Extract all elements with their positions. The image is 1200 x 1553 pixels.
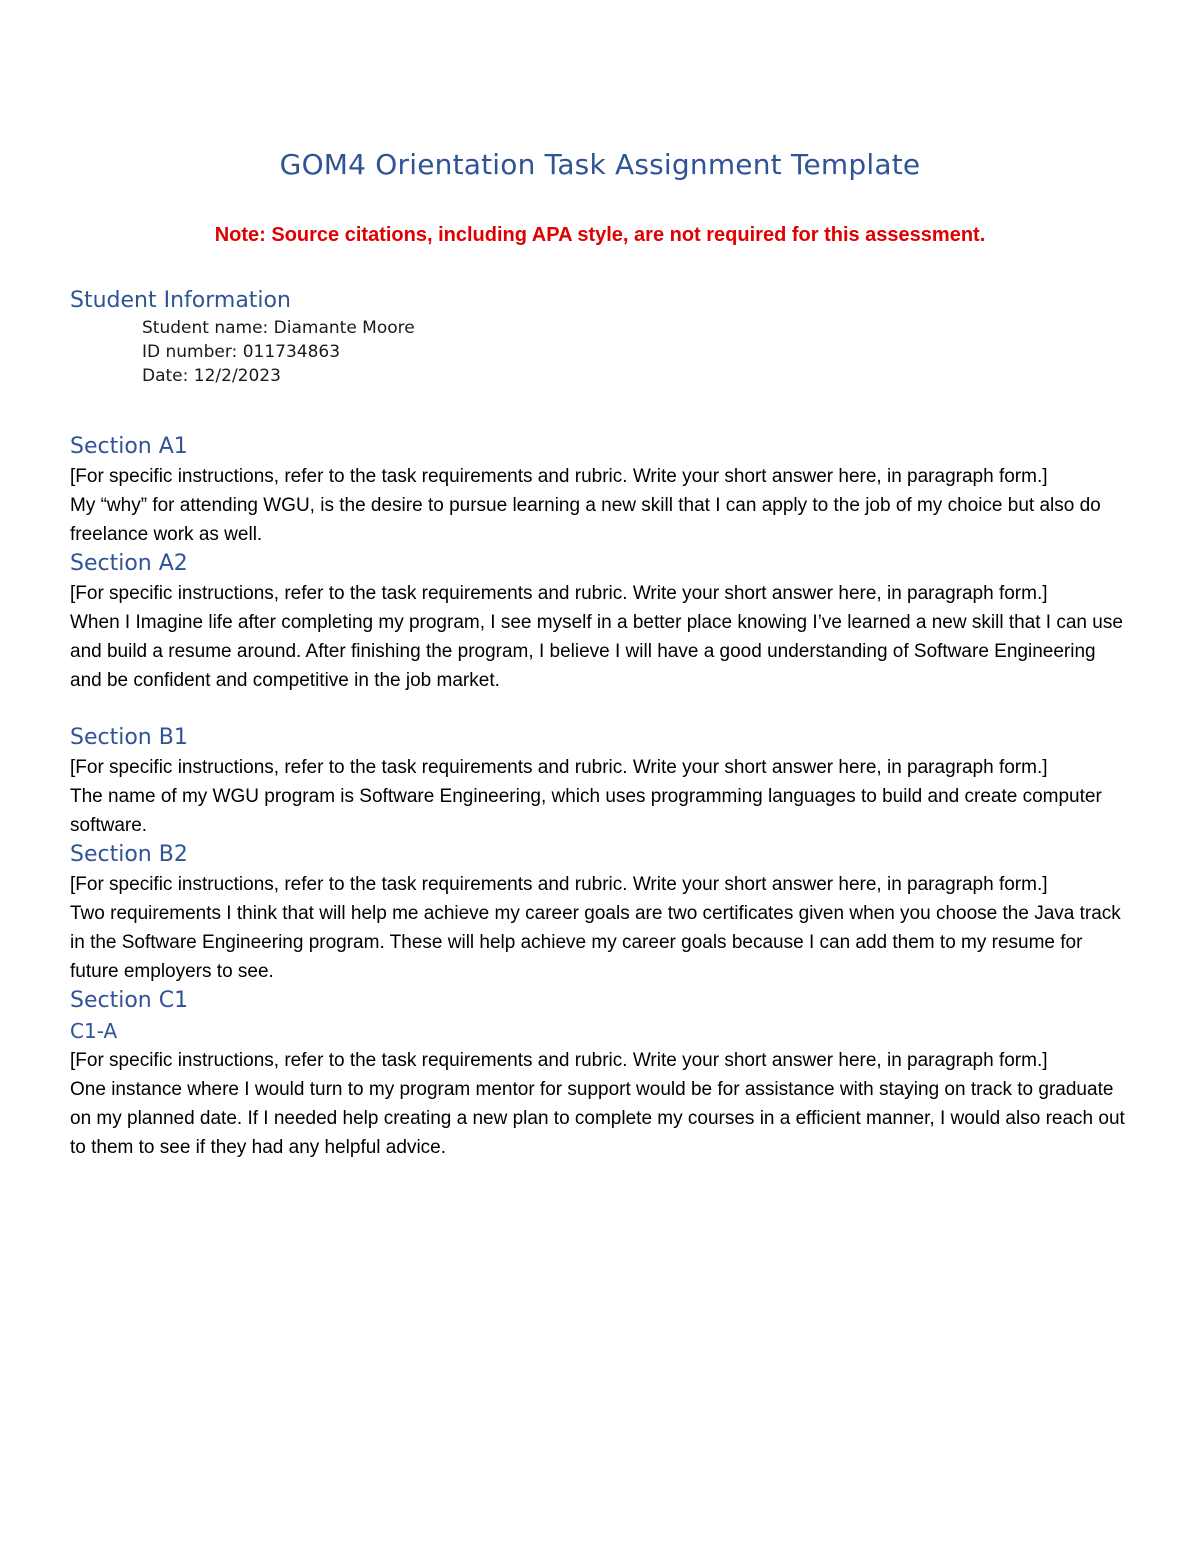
section-c1-answer: One instance where I would turn to my program mentor for support would be for assistance with staying on track to graduate on my planned date. If I needed help creating a new plan to complete my courses in a efficient manner, I would also reach out to them to see if they had any helpful advice. [70,1079,1125,1158]
section-c1-a-subheading: C1-A [70,1019,118,1043]
section-a2-instructions: [For specific instructions, refer to the task requirements and rubric. Write your short answer here, in paragraph form.] [70,583,1048,604]
section-a2-heading: Section A2 [70,551,188,576]
section-c1-instructions: [For specific instructions, refer to the task requirements and rubric. Write your short answer here, in paragraph form.] [70,1050,1048,1071]
section-b2-instructions: [For specific instructions, refer to the task requirements and rubric. Write your short answer here, in paragraph form.] [70,874,1048,895]
spacer [70,388,1130,432]
student-id-line: ID number: 011734863 [142,342,341,362]
section-b2-answer: Two requirements I think that will help me achieve my career goals are two certificates given when you choose the Java track in the Software Engineering program. These will help achieve my career goals because I can add them to my resume for future employers to see. [70,903,1121,982]
section-b1-heading: Section B1 [70,725,188,750]
section-a2-answer: When I Imagine life after completing my program, I see myself in a better place knowing I’ve learned a new skill that I can use and build a resume around. After finishing the program, I believe I will have a good understanding of Software Engineering and be confident and competitive in the job market. [70,612,1123,691]
document-content [70,286,1130,1162]
section-a1-instructions: [For specific instructions, refer to the task requirements and rubric. Write your short answer here, in paragraph form.] [70,466,1048,487]
student-date-line: Date: 12/2/2023 [142,366,281,386]
student-information-heading: Student Information [70,288,291,313]
section-b2-heading: Section B2 [70,842,188,867]
document-title: GOM4 Orientation Task Assignment Template [279,148,921,181]
spacer [70,695,1130,723]
section-b1-answer: The name of my WGU program is Software Engineering, which uses programming languages to build and create computer software. [70,786,1102,836]
section-b1-instructions: [For specific instructions, refer to the task requirements and rubric. Write your short answer here, in paragraph form.] [70,757,1048,778]
student-information-block [142,316,1130,388]
citation-note: Note: Source citations, including APA style, are not required for this assessment. [214,224,986,246]
section-a1-answer: My “why” for attending WGU, is the desire to pursue learning a new skill that I can apply to the job of my choice but also do freelance work as well. [70,495,1101,545]
section-a1-heading: Section A1 [70,434,188,459]
student-name-line: Student name: Diamante Moore [142,318,415,338]
section-c1-heading: Section C1 [70,988,189,1013]
